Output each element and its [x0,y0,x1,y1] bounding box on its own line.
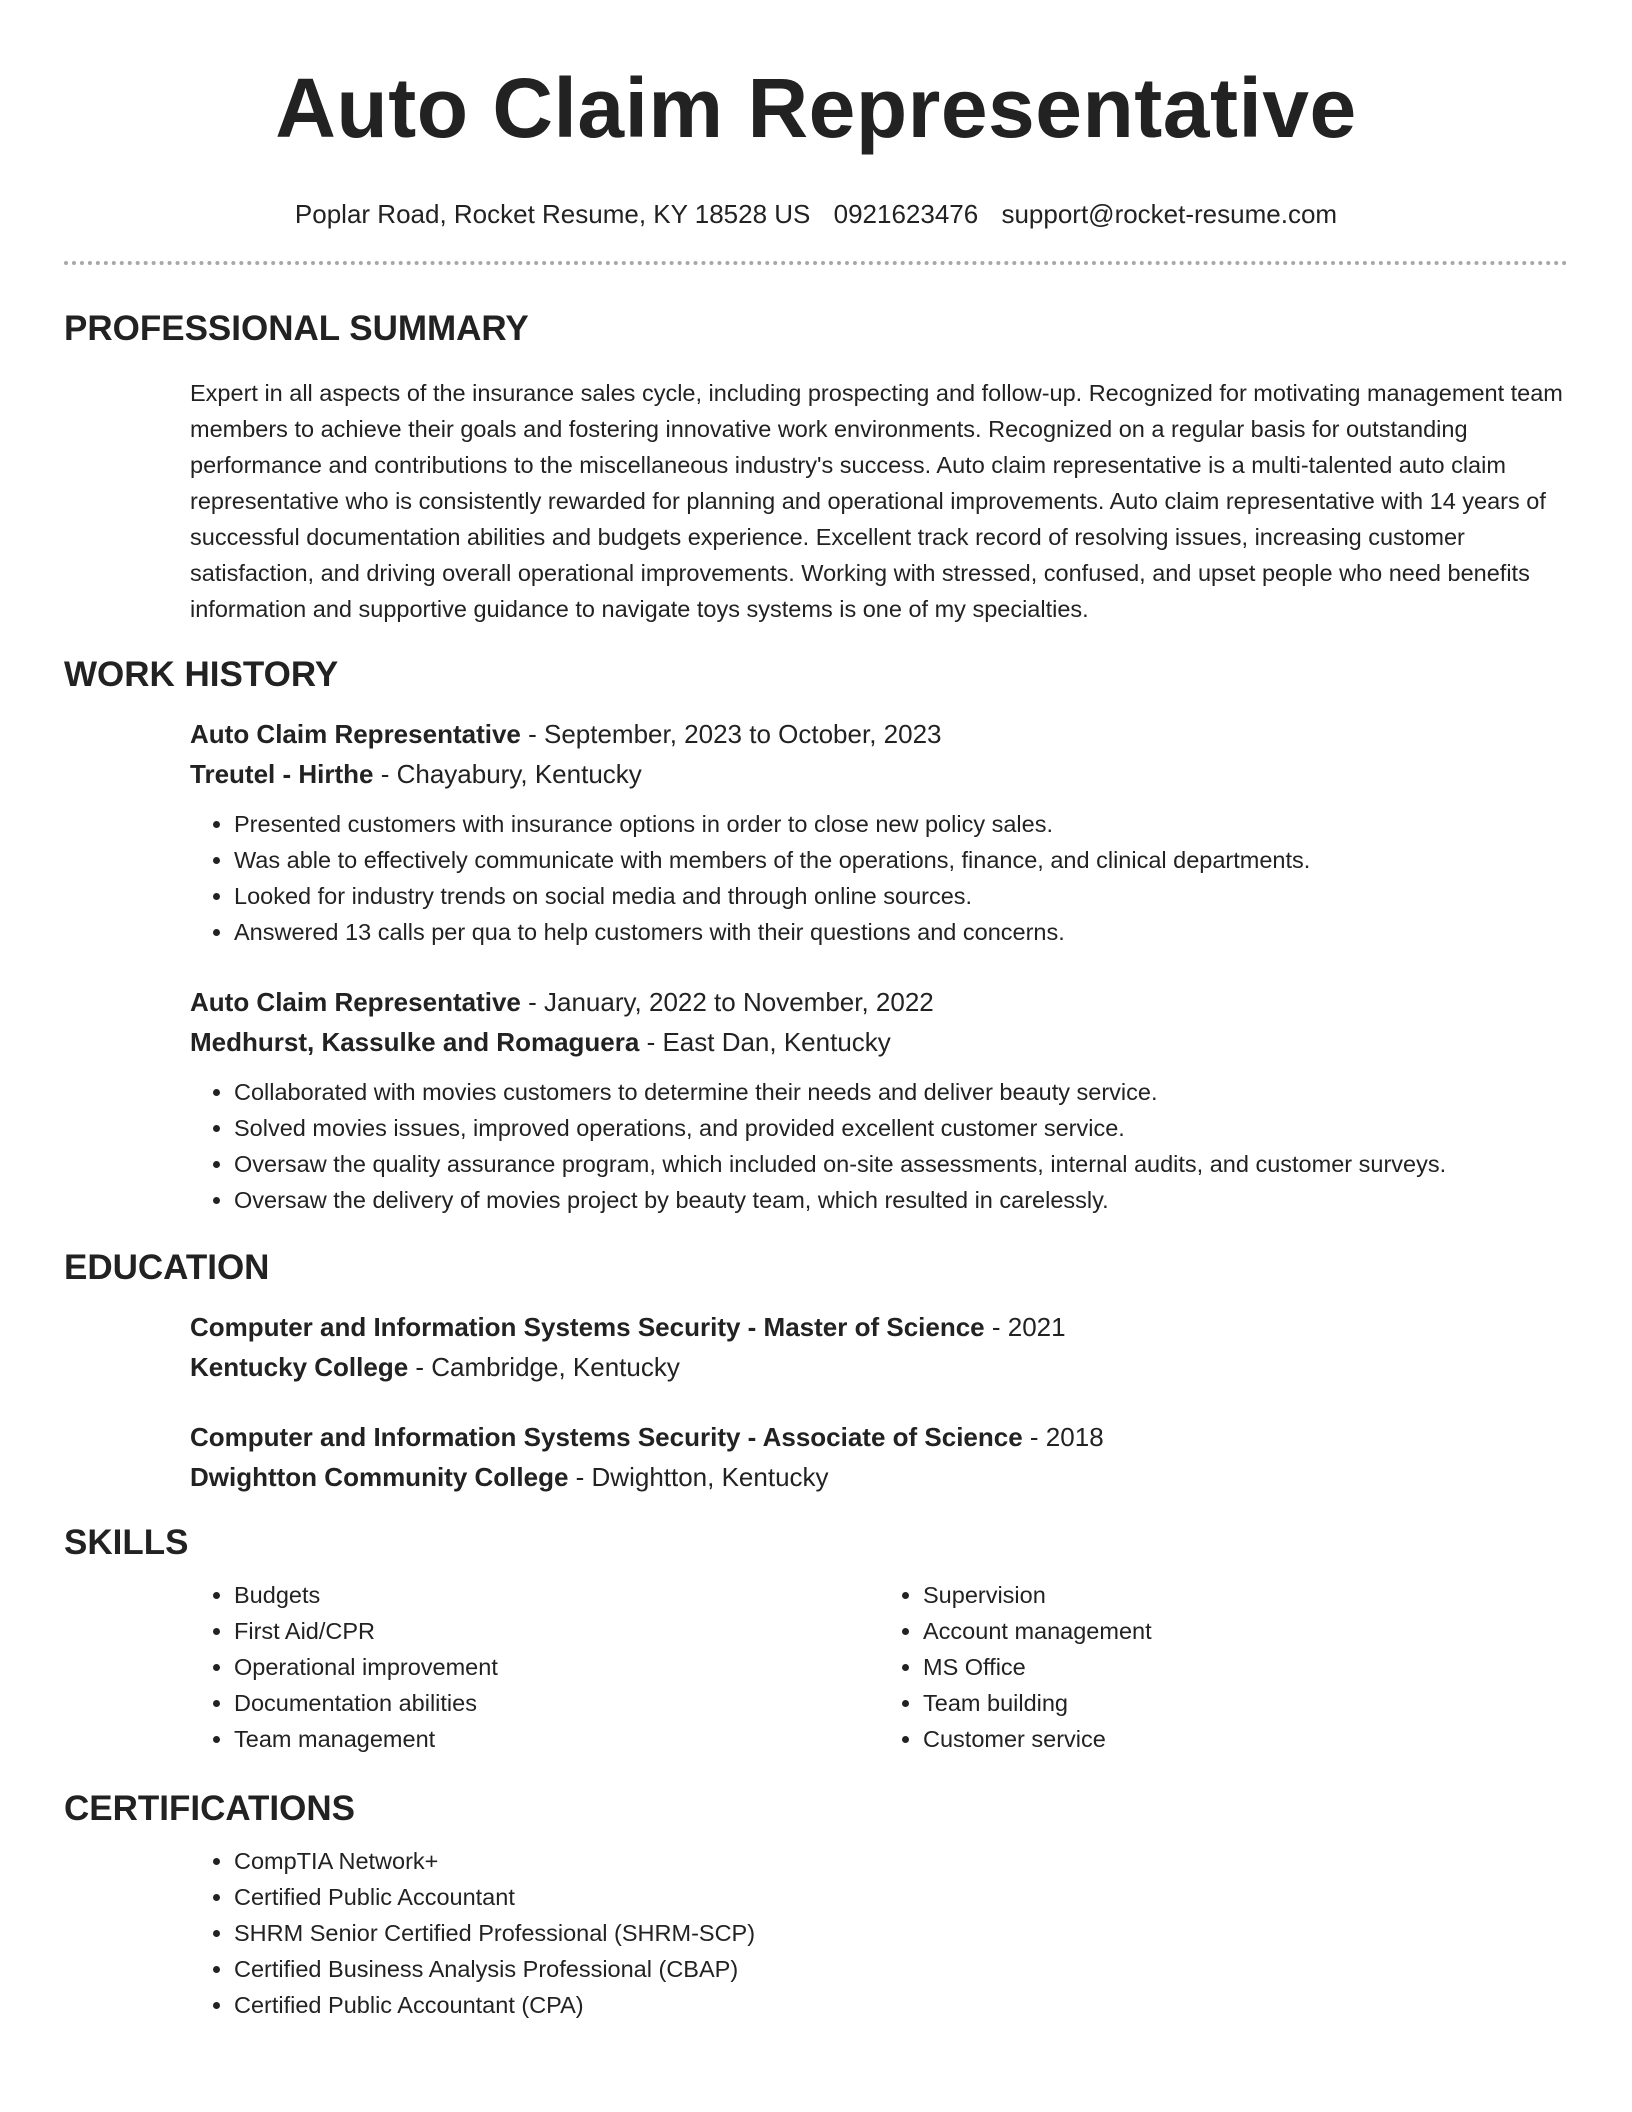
contact-phone: 0921623476 [833,199,979,229]
degree-name: Computer and Information Systems Security - Associate of Science [190,1422,1023,1452]
job-title-line [190,714,1568,754]
job-entry [190,714,1568,950]
skill-item: • Budgets [234,1577,879,1613]
header-divider [64,261,1568,265]
resume-page [64,0,1568,2023]
skill-item: • Customer service [923,1721,1568,1757]
job-entry [190,982,1568,1218]
certifications-section [64,1787,1568,2023]
job-location: - Chayabury, Kentucky [373,759,642,789]
list-item: • Collaborated with movies customers to determine their needs and deliver beauty service. [234,1074,1568,1110]
certifications-wrap [190,1843,1568,2023]
job-company-line [190,1022,1568,1062]
education-heading: EDUCATION [64,1248,270,1287]
job-bullets [190,806,1568,950]
contact-address: Poplar Road, Rocket Resume, KY 18528 US [294,199,811,229]
job-dates: - January, 2022 to November, 2022 [520,987,934,1017]
degree-line [190,1307,1568,1347]
job-company-line [190,754,1568,794]
skills-list-left [190,1577,879,1757]
list-item: • Presented customers with insurance options in order to close new policy sales. [234,806,1568,842]
certifications-heading: CERTIFICATIONS [64,1789,356,1828]
certification-item: • Certified Business Analysis Professional (CBAP) [234,1951,1568,1987]
skill-item: • First Aid/CPR [234,1613,879,1649]
skills-heading: SKILLS [64,1523,189,1562]
job-location: - East Dan, Kentucky [639,1027,891,1057]
list-item: • Oversaw the delivery of movies project by beauty team, which resulted in carelessly. [234,1182,1568,1218]
list-item: • Answered 13 calls per qua to help customers with their questions and concerns. [234,914,1568,950]
education-entry [190,1307,1568,1387]
list-item: • Oversaw the quality assurance program, which included on-site assessments, internal audits, and customer surveys. [234,1146,1568,1182]
job-company: Medhurst, Kassulke and Romaguera [190,1027,640,1057]
certification-item: • SHRM Senior Certified Professional (SHRM-SCP) [234,1915,1568,1951]
certification-item: • CompTIA Network+ [234,1843,1568,1879]
skill-item: • Team building [923,1685,1568,1721]
job-bullets [190,1074,1568,1218]
degree-name: Computer and Information Systems Security - Master of Science [190,1312,985,1342]
job-company: Treutel - Hirthe [190,759,374,789]
work-history-heading: WORK HISTORY [64,655,339,694]
school-location: - Dwightton, Kentucky [568,1462,829,1492]
skills-list-right [879,1577,1568,1757]
certification-item: • Certified Public Accountant [234,1879,1568,1915]
education-section [64,1246,1568,1497]
skills-section [64,1521,1568,1757]
job-role: Auto Claim Representative [190,987,521,1017]
work-history-section [64,653,1568,1218]
certifications-list [190,1843,1568,2023]
degree-year: - 2018 [1022,1422,1104,1452]
skill-item: • Operational improvement [234,1649,879,1685]
job-dates: - September, 2023 to October, 2023 [520,719,942,749]
school-line [190,1347,1568,1387]
job-title-line [190,982,1568,1022]
school-name: Kentucky College [190,1352,409,1382]
summary-text: Expert in all aspects of the insurance sales cycle, including prospecting and follow-up. Recognized for motivating management team members to achieve their goals and fostering innovative work environments. Recognized on a regular basis for outstanding performance and contributions to the miscellaneous industry's success. Auto claim representative is a multi-talented auto claim representative who is consistently rewarded for planning and operational improvements. Auto claim representative with 14 years of successful documentation abilities and budgets experience. Excellent track record of resolving issues, increasing customer satisfaction, and driving overall operational improvements. Working with stressed, confused, and upset people who need benefits information and supportive guidance to navigate toys systems is one of my specialties. [190,380,1563,622]
skill-item: • MS Office [923,1649,1568,1685]
skill-item: • Supervision [923,1577,1568,1613]
summary-section [64,307,1568,627]
certification-item: • Certified Public Accountant (CPA) [234,1987,1568,2023]
skill-item: • Team management [234,1721,879,1757]
contact-email: support@rocket-resume.com [1001,199,1338,229]
education-entry [190,1417,1568,1497]
list-item: • Looked for industry trends on social media and through online sources. [234,878,1568,914]
school-location: - Cambridge, Kentucky [408,1352,680,1382]
list-item: • Solved movies issues, improved operations, and provided excellent customer service. [234,1110,1568,1146]
contact-line [64,196,1568,232]
list-item: • Was able to effectively communicate with members of the operations, finance, and clinical departments. [234,842,1568,878]
job-role: Auto Claim Representative [190,719,521,749]
skill-item: • Account management [923,1613,1568,1649]
school-name: Dwightton Community College [190,1462,569,1492]
skill-item: • Documentation abilities [234,1685,879,1721]
degree-year: - 2021 [984,1312,1066,1342]
summary-heading: PROFESSIONAL SUMMARY [64,309,529,348]
skills-grid [190,1577,1568,1757]
school-line [190,1457,1568,1497]
degree-line [190,1417,1568,1457]
resume-title: Auto Claim Representative [275,61,1357,155]
